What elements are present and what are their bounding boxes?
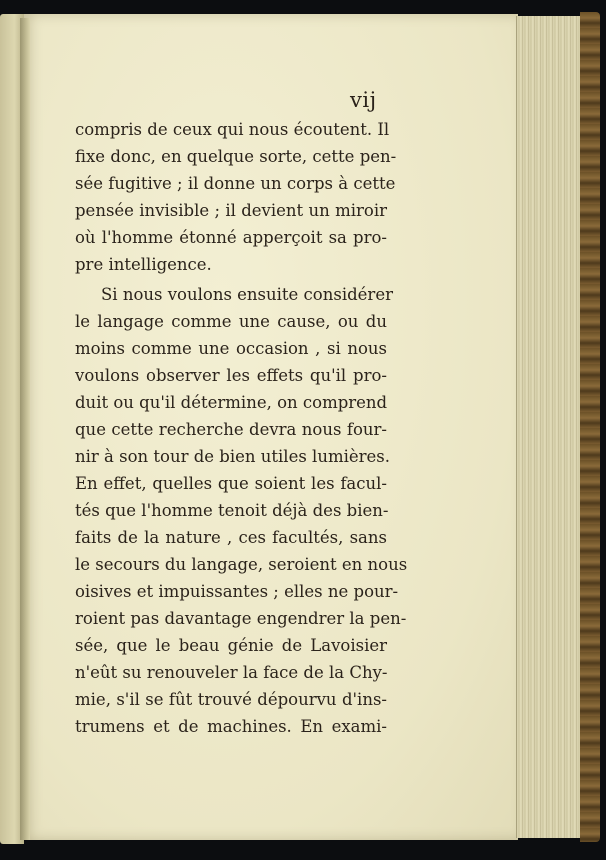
page-edges xyxy=(516,16,583,838)
text-line: En effet, quelles que soient les facul- xyxy=(75,474,387,493)
cover-edge xyxy=(580,12,600,842)
text-line: compris de ceux qui nous écoutent. Il xyxy=(75,120,390,139)
text-line: pre intelligence. xyxy=(75,255,212,274)
text-line: duit ou qu'il détermine, on comprend xyxy=(75,393,388,412)
text-line: faits de la nature , ces facultés, sans xyxy=(75,528,387,547)
page-number: vij xyxy=(350,88,377,112)
text-line: moins comme une occasion , si nous xyxy=(75,339,387,358)
text-line: Si nous voulons ensuite considérer xyxy=(101,285,393,304)
text-line: sée, que le beau génie de Lavoisier xyxy=(75,636,387,655)
text-line: roient pas davantage engendrer la pen- xyxy=(75,609,407,628)
text-line: n'eût su renouveler la face de la Chy- xyxy=(75,663,388,682)
text-line: oisives et impuissantes ; elles ne pour- xyxy=(75,582,399,601)
text-line: pensée invisible ; il devient un miroir xyxy=(75,201,387,220)
text-line: trumens et de machines. En exami- xyxy=(75,717,387,736)
text-line: le secours du langage, seroient en nous xyxy=(75,555,408,574)
text-line: fixe donc, en quelque sorte, cette pen- xyxy=(75,147,397,166)
text-line: le langage comme une cause, ou du xyxy=(75,312,387,331)
text-line: voulons observer les effets qu'il pro- xyxy=(75,366,387,385)
text-line: que cette recherche devra nous four- xyxy=(75,420,387,439)
text-line: tés que l'homme tenoit déjà des bien- xyxy=(75,501,389,520)
text-line: sée fugitive ; il donne un corps à cette xyxy=(75,174,396,193)
text-line: mie, s'il se fût trouvé dépourvu d'ins- xyxy=(75,690,387,709)
body-text xyxy=(75,116,408,740)
text-line: où l'homme étonné apperçoit sa pro- xyxy=(75,228,387,247)
text-line: nir à son tour de bien utiles lumières. xyxy=(75,447,391,466)
book-gutter xyxy=(20,18,30,840)
